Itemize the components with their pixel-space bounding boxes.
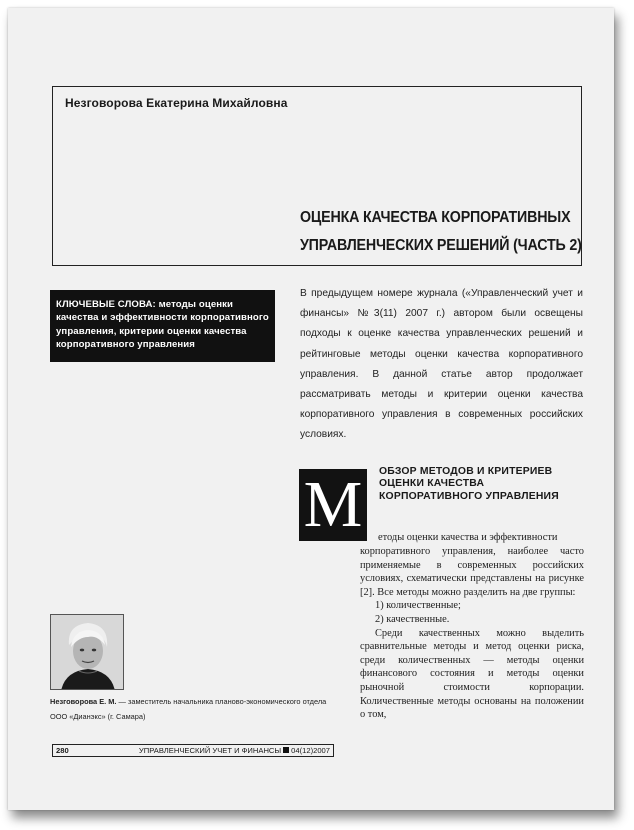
body-first-line: етоды оценки качества и эффективности (378, 532, 558, 543)
footer-journal (139, 745, 330, 756)
caption-text: — заместитель начальника планово-экономического отдела ООО «Дианэкс» (г. Самара) (50, 697, 327, 721)
list-item-2: 2) качественные. (375, 613, 450, 625)
page-number: 280 (56, 746, 69, 755)
keywords-text: методы оценки качества и эффективности корпоративного управления, критерии оценки качества корпоративного управления (56, 299, 269, 351)
author-photo (50, 614, 124, 690)
section-heading: ОБЗОР МЕТОДОВ И КРИТЕРИЕВ ОЦЕНКИ КАЧЕСТВА КОРПОРАТИВНОГО УПРАВЛЕНИЯ (379, 466, 559, 502)
drop-cap: М (299, 469, 367, 541)
article-title (300, 204, 582, 260)
body-paragraph-2: Среди качественных можно выделить сравнительные методы и метод оценки риска, среди количественных — методы оценки финансового состояния и методы оценки рыночной стоимости корпорации. Количественные методы основаны на положении о том, (360, 627, 584, 721)
body-text (360, 545, 584, 722)
square-bullet-icon (283, 747, 289, 753)
author-caption (50, 694, 340, 724)
keywords-label: КЛЮЧЕВЫЕ СЛОВА: (56, 299, 156, 310)
portrait-image (51, 615, 124, 690)
journal-name: УПРАВЛЕНЧЕСКИЙ УЧЕТ И ФИНАНСЫ (138, 746, 282, 755)
lead-paragraph: В предыдущем номере журнала («Управленческий учет и финансы» №3(11) 2007 г.) автором были освещены подходы к оценке качества управленческих решений и рейтинговые методы оценки качества корпоративного управления. В данной статье автор продолжает рассматривать методы и критерии оценки качества корпоративного управления в современных российских условиях. (300, 288, 583, 441)
journal-issue: 04(12)2007 (291, 746, 330, 755)
author-name: Незговорова Екатерина Михайловна (65, 96, 288, 110)
body-paragraph-1: корпоративного управления, наиболее часто применяемые в современных российских условиях, схематически представлены на рисунке [2]. Все методы можно разделить на две группы: (360, 546, 584, 598)
list-item-1: 1) количественные; (375, 600, 461, 612)
title-line-2: УПРАВЛЕНЧЕСКИХ РЕШЕНИЙ (ЧАСТЬ 2) (300, 237, 582, 254)
title-line-1: ОЦЕНКА КАЧЕСТВА КОРПОРАТИВНЫХ (300, 209, 571, 226)
caption-name: Незговорова Е. М. (50, 697, 117, 706)
page-footer (52, 744, 334, 757)
keywords-box (50, 290, 275, 362)
